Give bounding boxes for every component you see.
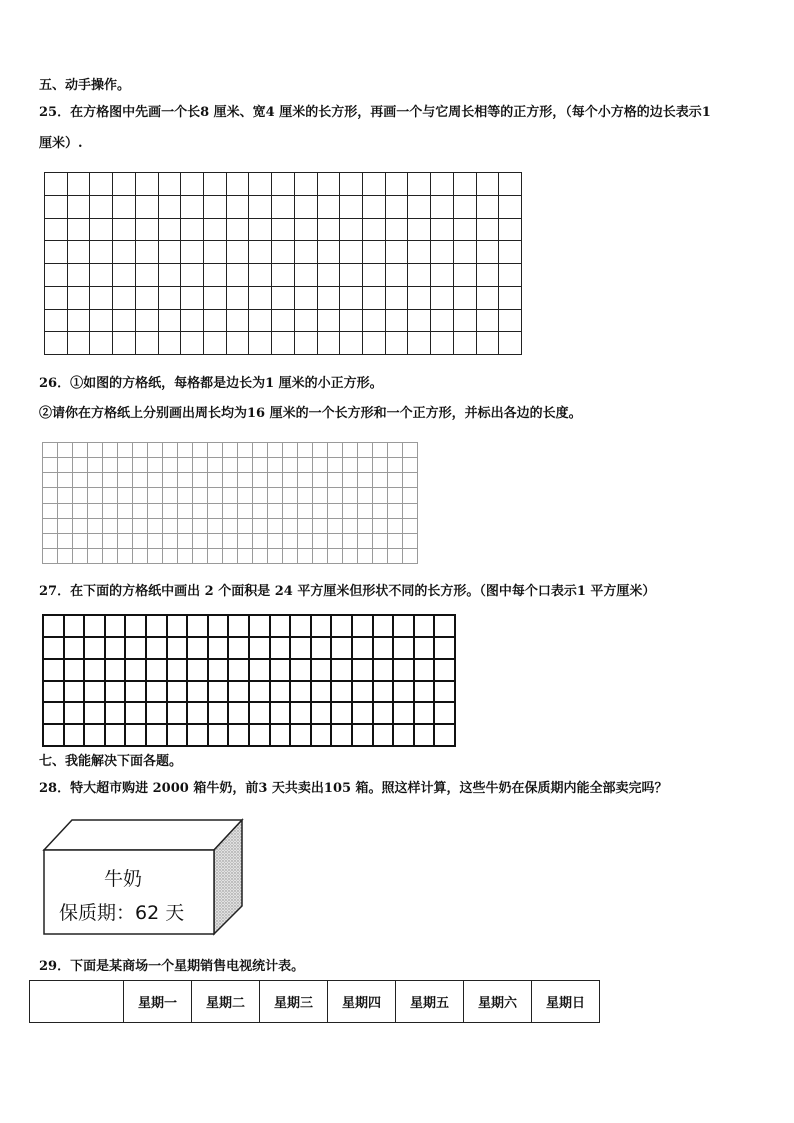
grid-line-horizontal xyxy=(44,263,522,264)
grid-line-horizontal xyxy=(42,503,418,504)
grid-line-horizontal xyxy=(42,457,418,458)
grid-line-horizontal xyxy=(42,636,456,638)
table-header-day: 星期四 xyxy=(328,981,396,1023)
table-header-day: 星期六 xyxy=(464,981,532,1023)
table-header-day: 星期日 xyxy=(532,981,600,1023)
grid-line-horizontal xyxy=(42,472,418,473)
section-five-heading: 五、动手操作。 xyxy=(39,78,131,93)
grid-line-horizontal xyxy=(42,533,418,534)
grid-line-horizontal xyxy=(42,442,418,443)
grid-line-horizontal xyxy=(42,487,418,488)
grid-line-horizontal xyxy=(42,658,456,660)
tv-sales-table xyxy=(29,980,600,1023)
question-26-line2: ②请你在方格纸上分别画出周长均为16 厘米的一个长方形和一个正方形，并标出各边的长度。 xyxy=(39,406,582,421)
grid-line-horizontal xyxy=(44,286,522,287)
grid-line-horizontal xyxy=(42,548,418,549)
question-26-line1: 26．①如图的方格纸，每格都是边长为1 厘米的小正方形。 xyxy=(39,376,383,391)
section-seven-heading: 七、我能解决下面各题。 xyxy=(39,754,183,769)
grid-line-horizontal xyxy=(42,723,456,725)
grid-line-horizontal xyxy=(42,680,456,682)
table-header-day: 星期三 xyxy=(260,981,328,1023)
grid-line-horizontal xyxy=(42,701,456,703)
grid-paper-q27 xyxy=(42,614,454,745)
milk-box-illustration xyxy=(42,818,246,936)
grid-line-horizontal xyxy=(42,745,456,747)
question-25-line2: 厘米）. xyxy=(39,136,83,151)
milk-box-product-name: 牛奶 xyxy=(104,868,143,890)
grid-line-horizontal xyxy=(44,218,522,219)
grid-line-horizontal xyxy=(44,172,522,173)
table-corner-cell xyxy=(30,981,124,1023)
grid-paper-q25 xyxy=(44,172,521,354)
grid-paper-q26 xyxy=(42,442,417,563)
table-row xyxy=(30,981,600,1023)
grid-line-horizontal xyxy=(44,354,522,355)
grid-line-horizontal xyxy=(42,518,418,519)
grid-line-horizontal xyxy=(42,614,456,616)
grid-line-horizontal xyxy=(42,563,418,564)
grid-line-horizontal xyxy=(44,331,522,332)
table-header-day: 星期一 xyxy=(124,981,192,1023)
question-28-text: 28．特大超市购进 2000 箱牛奶，前3 天共卖出105 箱。照这样计算，这些牛奶在保质期内能全部卖完吗？ xyxy=(39,781,668,796)
question-27-text: 27．在下面的方格纸中画出 2 个面积是 24 平方厘米但形状不同的长方形。（图中每个口表示1 平方厘米） xyxy=(39,584,656,599)
grid-line-horizontal xyxy=(44,309,522,310)
question-29-text: 29．下面是某商场一个星期销售电视统计表。 xyxy=(39,959,305,974)
table-header-day: 星期五 xyxy=(396,981,464,1023)
milk-box-shelf-life: 保质期：62 天 xyxy=(59,902,185,924)
grid-line-horizontal xyxy=(44,240,522,241)
table-header-day: 星期二 xyxy=(192,981,260,1023)
question-25-line1: 25．在方格图中先画一个长8 厘米、宽4 厘米的长方形，再画一个与它周长相等的正方形，（每个小方格的边长表示1 xyxy=(39,105,711,120)
grid-line-horizontal xyxy=(44,195,522,196)
